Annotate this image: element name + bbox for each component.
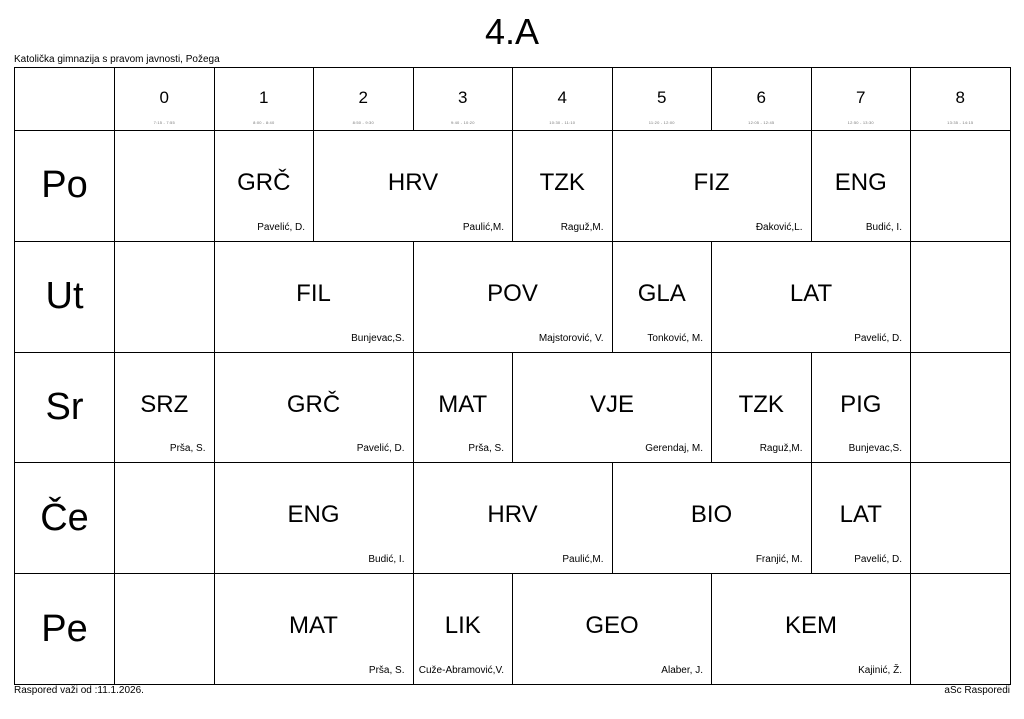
teacher-label: Budić, I. bbox=[368, 554, 405, 566]
period-header bbox=[413, 67, 514, 131]
lesson-cell[interactable] bbox=[214, 462, 414, 574]
subject-label: HRV bbox=[487, 501, 538, 529]
empty-cell bbox=[910, 130, 1011, 242]
period-header bbox=[214, 67, 315, 131]
period-number: 7 bbox=[856, 88, 866, 107]
subject-label: MAT bbox=[438, 390, 488, 418]
lesson-cell[interactable] bbox=[612, 462, 812, 574]
teacher-label: Pavelić, D. bbox=[257, 221, 305, 233]
lesson-cell[interactable] bbox=[214, 130, 315, 242]
page-title: 4.A bbox=[484, 11, 540, 52]
lesson-cell[interactable] bbox=[313, 130, 513, 242]
period-number: 2 bbox=[358, 88, 368, 107]
period-header bbox=[811, 67, 912, 131]
subject-label: LIK bbox=[444, 612, 481, 640]
lesson-cell[interactable] bbox=[512, 130, 613, 242]
lesson-cell[interactable] bbox=[214, 573, 414, 685]
subject-label: GEO bbox=[585, 612, 639, 640]
period-number: 0 bbox=[159, 88, 169, 107]
subject-label: ENG bbox=[834, 169, 887, 196]
lesson-cell[interactable] bbox=[711, 241, 911, 353]
subject-label: TZK bbox=[539, 169, 585, 196]
period-header bbox=[114, 67, 215, 131]
empty-cell bbox=[114, 462, 215, 574]
lesson-cell[interactable] bbox=[413, 462, 613, 574]
subject-label: GLA bbox=[637, 279, 686, 307]
teacher-label: Đaković,L. bbox=[755, 221, 803, 233]
lesson-cell[interactable] bbox=[612, 130, 812, 242]
period-number: 6 bbox=[756, 88, 766, 107]
subject-label: KEM bbox=[784, 612, 837, 640]
period-time: 8:50 - 9:30 bbox=[352, 120, 374, 125]
period-number: 8 bbox=[955, 88, 965, 107]
subject-label: FIL bbox=[296, 279, 331, 307]
lesson-cell[interactable] bbox=[612, 241, 713, 353]
teacher-label: Cuže-Abramović,V. bbox=[418, 664, 504, 676]
day-label: Sr bbox=[14, 352, 115, 464]
subject-label: SRZ bbox=[140, 390, 189, 418]
teacher-label: Bunjevac,S. bbox=[351, 332, 405, 344]
period-number: 1 bbox=[259, 88, 269, 107]
subject-label: MAT bbox=[289, 612, 338, 640]
teacher-label: Gerendaj, M. bbox=[645, 443, 703, 455]
period-number: 3 bbox=[458, 88, 468, 107]
teacher-label: Raguž,M. bbox=[759, 443, 803, 455]
subject-label: LAT bbox=[839, 501, 882, 529]
teacher-label: Pavelić, D. bbox=[356, 443, 405, 455]
valid-from-note: Raspored važi od :11.1.2026. bbox=[14, 685, 144, 696]
subject-label: HRV bbox=[387, 169, 439, 196]
teacher-label: Prša, S. bbox=[368, 664, 405, 676]
teacher-label: Tonković, M. bbox=[647, 332, 703, 344]
lesson-cell[interactable] bbox=[413, 241, 613, 353]
corner-cell bbox=[14, 67, 115, 131]
empty-cell bbox=[114, 130, 215, 242]
day-label: Pe bbox=[14, 573, 115, 685]
lesson-cell[interactable] bbox=[413, 352, 514, 464]
teacher-label: Majstorović, V. bbox=[538, 332, 604, 344]
lesson-cell[interactable] bbox=[214, 352, 414, 464]
teacher-label: Kajinić, Ž. bbox=[858, 664, 902, 676]
teacher-label: Bunjevac,S. bbox=[848, 443, 902, 455]
teacher-label: Pavelić, D. bbox=[854, 554, 902, 566]
period-header bbox=[910, 67, 1011, 131]
period-time: 9:40 - 10:20 bbox=[450, 120, 475, 125]
teacher-label: Budić, I. bbox=[865, 221, 902, 233]
subject-label: VJE bbox=[589, 390, 634, 418]
empty-cell bbox=[114, 241, 215, 353]
timetable-grid bbox=[14, 67, 1009, 684]
brand-footer: aSc Rasporedi bbox=[944, 685, 1010, 696]
day-label: Če bbox=[14, 462, 115, 574]
lesson-cell[interactable] bbox=[114, 352, 215, 464]
empty-cell bbox=[910, 573, 1011, 685]
subject-label: FIZ bbox=[693, 169, 730, 196]
teacher-label: Paulić,M. bbox=[562, 554, 604, 566]
period-header bbox=[711, 67, 812, 131]
lesson-cell[interactable] bbox=[512, 573, 712, 685]
empty-cell bbox=[114, 573, 215, 685]
period-time: 12:50 - 13:30 bbox=[847, 120, 874, 125]
subject-label: TZK bbox=[738, 390, 784, 418]
period-header bbox=[512, 67, 613, 131]
period-number: 4 bbox=[557, 88, 567, 107]
empty-cell bbox=[910, 352, 1011, 464]
teacher-label: Pavelić, D. bbox=[854, 332, 902, 344]
period-time: 12:05 - 12:45 bbox=[748, 120, 775, 125]
lesson-cell[interactable] bbox=[214, 241, 414, 353]
lesson-cell[interactable] bbox=[711, 573, 911, 685]
teacher-label: Prša, S. bbox=[468, 443, 504, 455]
teacher-label: Franjić, M. bbox=[755, 554, 803, 566]
subject-label: POV bbox=[487, 279, 538, 307]
subject-label: BIO bbox=[690, 501, 733, 529]
period-header bbox=[313, 67, 414, 131]
period-time: 10:30 - 11:10 bbox=[549, 120, 576, 125]
lesson-cell[interactable] bbox=[711, 352, 812, 464]
teacher-label: Paulić,M. bbox=[462, 221, 504, 233]
day-label: Po bbox=[14, 130, 115, 242]
subject-label: LAT bbox=[789, 279, 833, 307]
subject-label: GRČ bbox=[286, 390, 341, 418]
teacher-label: Prša, S. bbox=[169, 443, 206, 455]
period-time: 11:20 - 12:00 bbox=[648, 120, 675, 125]
teacher-label: Raguž,M. bbox=[560, 221, 604, 233]
lesson-cell[interactable] bbox=[413, 573, 514, 685]
day-label: Ut bbox=[14, 241, 115, 353]
period-time: 13:35 - 14:15 bbox=[947, 120, 974, 125]
lesson-cell[interactable] bbox=[512, 352, 712, 464]
school-name: Katolička gimnazija s pravom javnosti, Požega bbox=[14, 54, 220, 65]
lesson-cell[interactable] bbox=[811, 130, 912, 242]
teacher-label: Alaber, J. bbox=[661, 664, 703, 676]
period-time: 7:15 - 7:55 bbox=[153, 120, 175, 125]
subject-label: ENG bbox=[287, 501, 340, 529]
subject-label: GRČ bbox=[237, 169, 291, 196]
period-number: 5 bbox=[657, 88, 667, 107]
empty-cell bbox=[910, 241, 1011, 353]
period-header bbox=[612, 67, 713, 131]
lesson-cell[interactable] bbox=[811, 462, 912, 574]
period-time: 8:00 - 8:40 bbox=[253, 120, 275, 125]
subject-label: PIG bbox=[840, 390, 882, 418]
lesson-cell[interactable] bbox=[811, 352, 912, 464]
empty-cell bbox=[910, 462, 1011, 574]
